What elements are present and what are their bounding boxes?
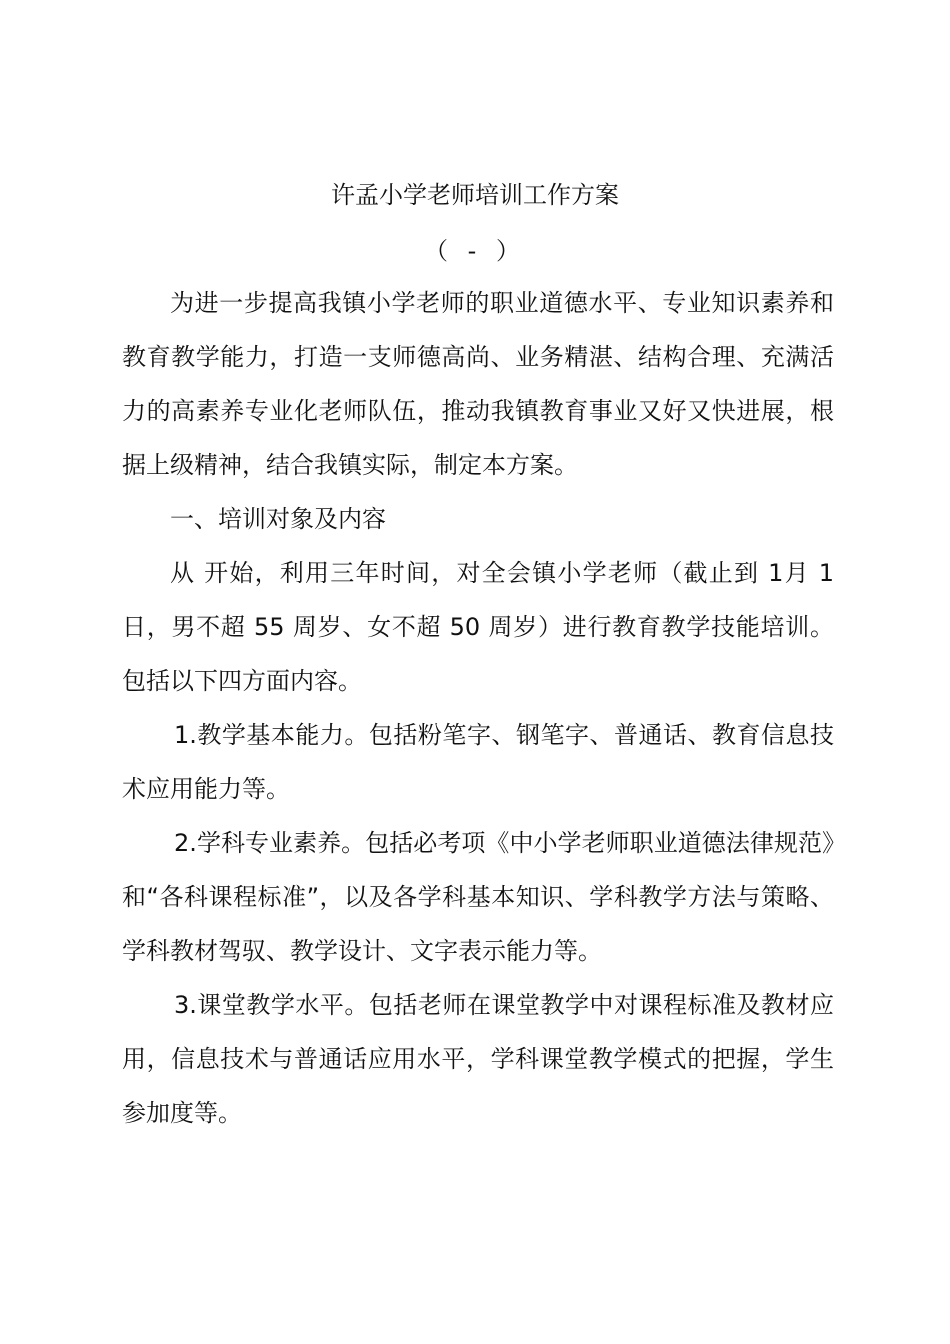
document-title: 许孟小学老师培训工作方案 <box>331 181 619 209</box>
intro-paragraph: 为进一步提高我镇小学老师的职业道德水平、专业知识素养和教育教学能力，打造一支师德高尚、业务精湛、结构合理、充满活力的高素养专业化老师队伍，推动我镇教育事业又好又快进展，根据上级精神，结合我镇实际，制定本方案。 <box>122 289 834 479</box>
section-body-paragraph: 从 开始，利用三年时间，对全会镇小学老师（截止到 1月 1日，男不超 55 周岁、女不超 50 周岁）进行教育教学技能培训。包括以下四方面内容。 <box>122 559 834 695</box>
document-subtitle: （ - ） <box>424 237 526 265</box>
list-item-classroom-level: 3.课堂教学水平。包括老师在课堂教学中对课程标准及教材应用，信息技术与普通话应用水平，学科课堂教学模式的把握，学生参加度等。 <box>122 991 834 1127</box>
list-item-subject-literacy: 2.学科专业素养。包括必考项《中小学老师职业道德法律规范》和“各科课程标准”，以及各学科基本知识、学科教学方法与策略、学科教材驾驭、教学设计、文字表示能力等。 <box>122 829 834 965</box>
list-item-teaching-ability: 1.教学基本能力。包括粉笔字、钢笔字、普通话、教育信息技术应用能力等。 <box>122 721 834 803</box>
section-heading: 一、培训对象及内容 <box>170 505 386 533</box>
